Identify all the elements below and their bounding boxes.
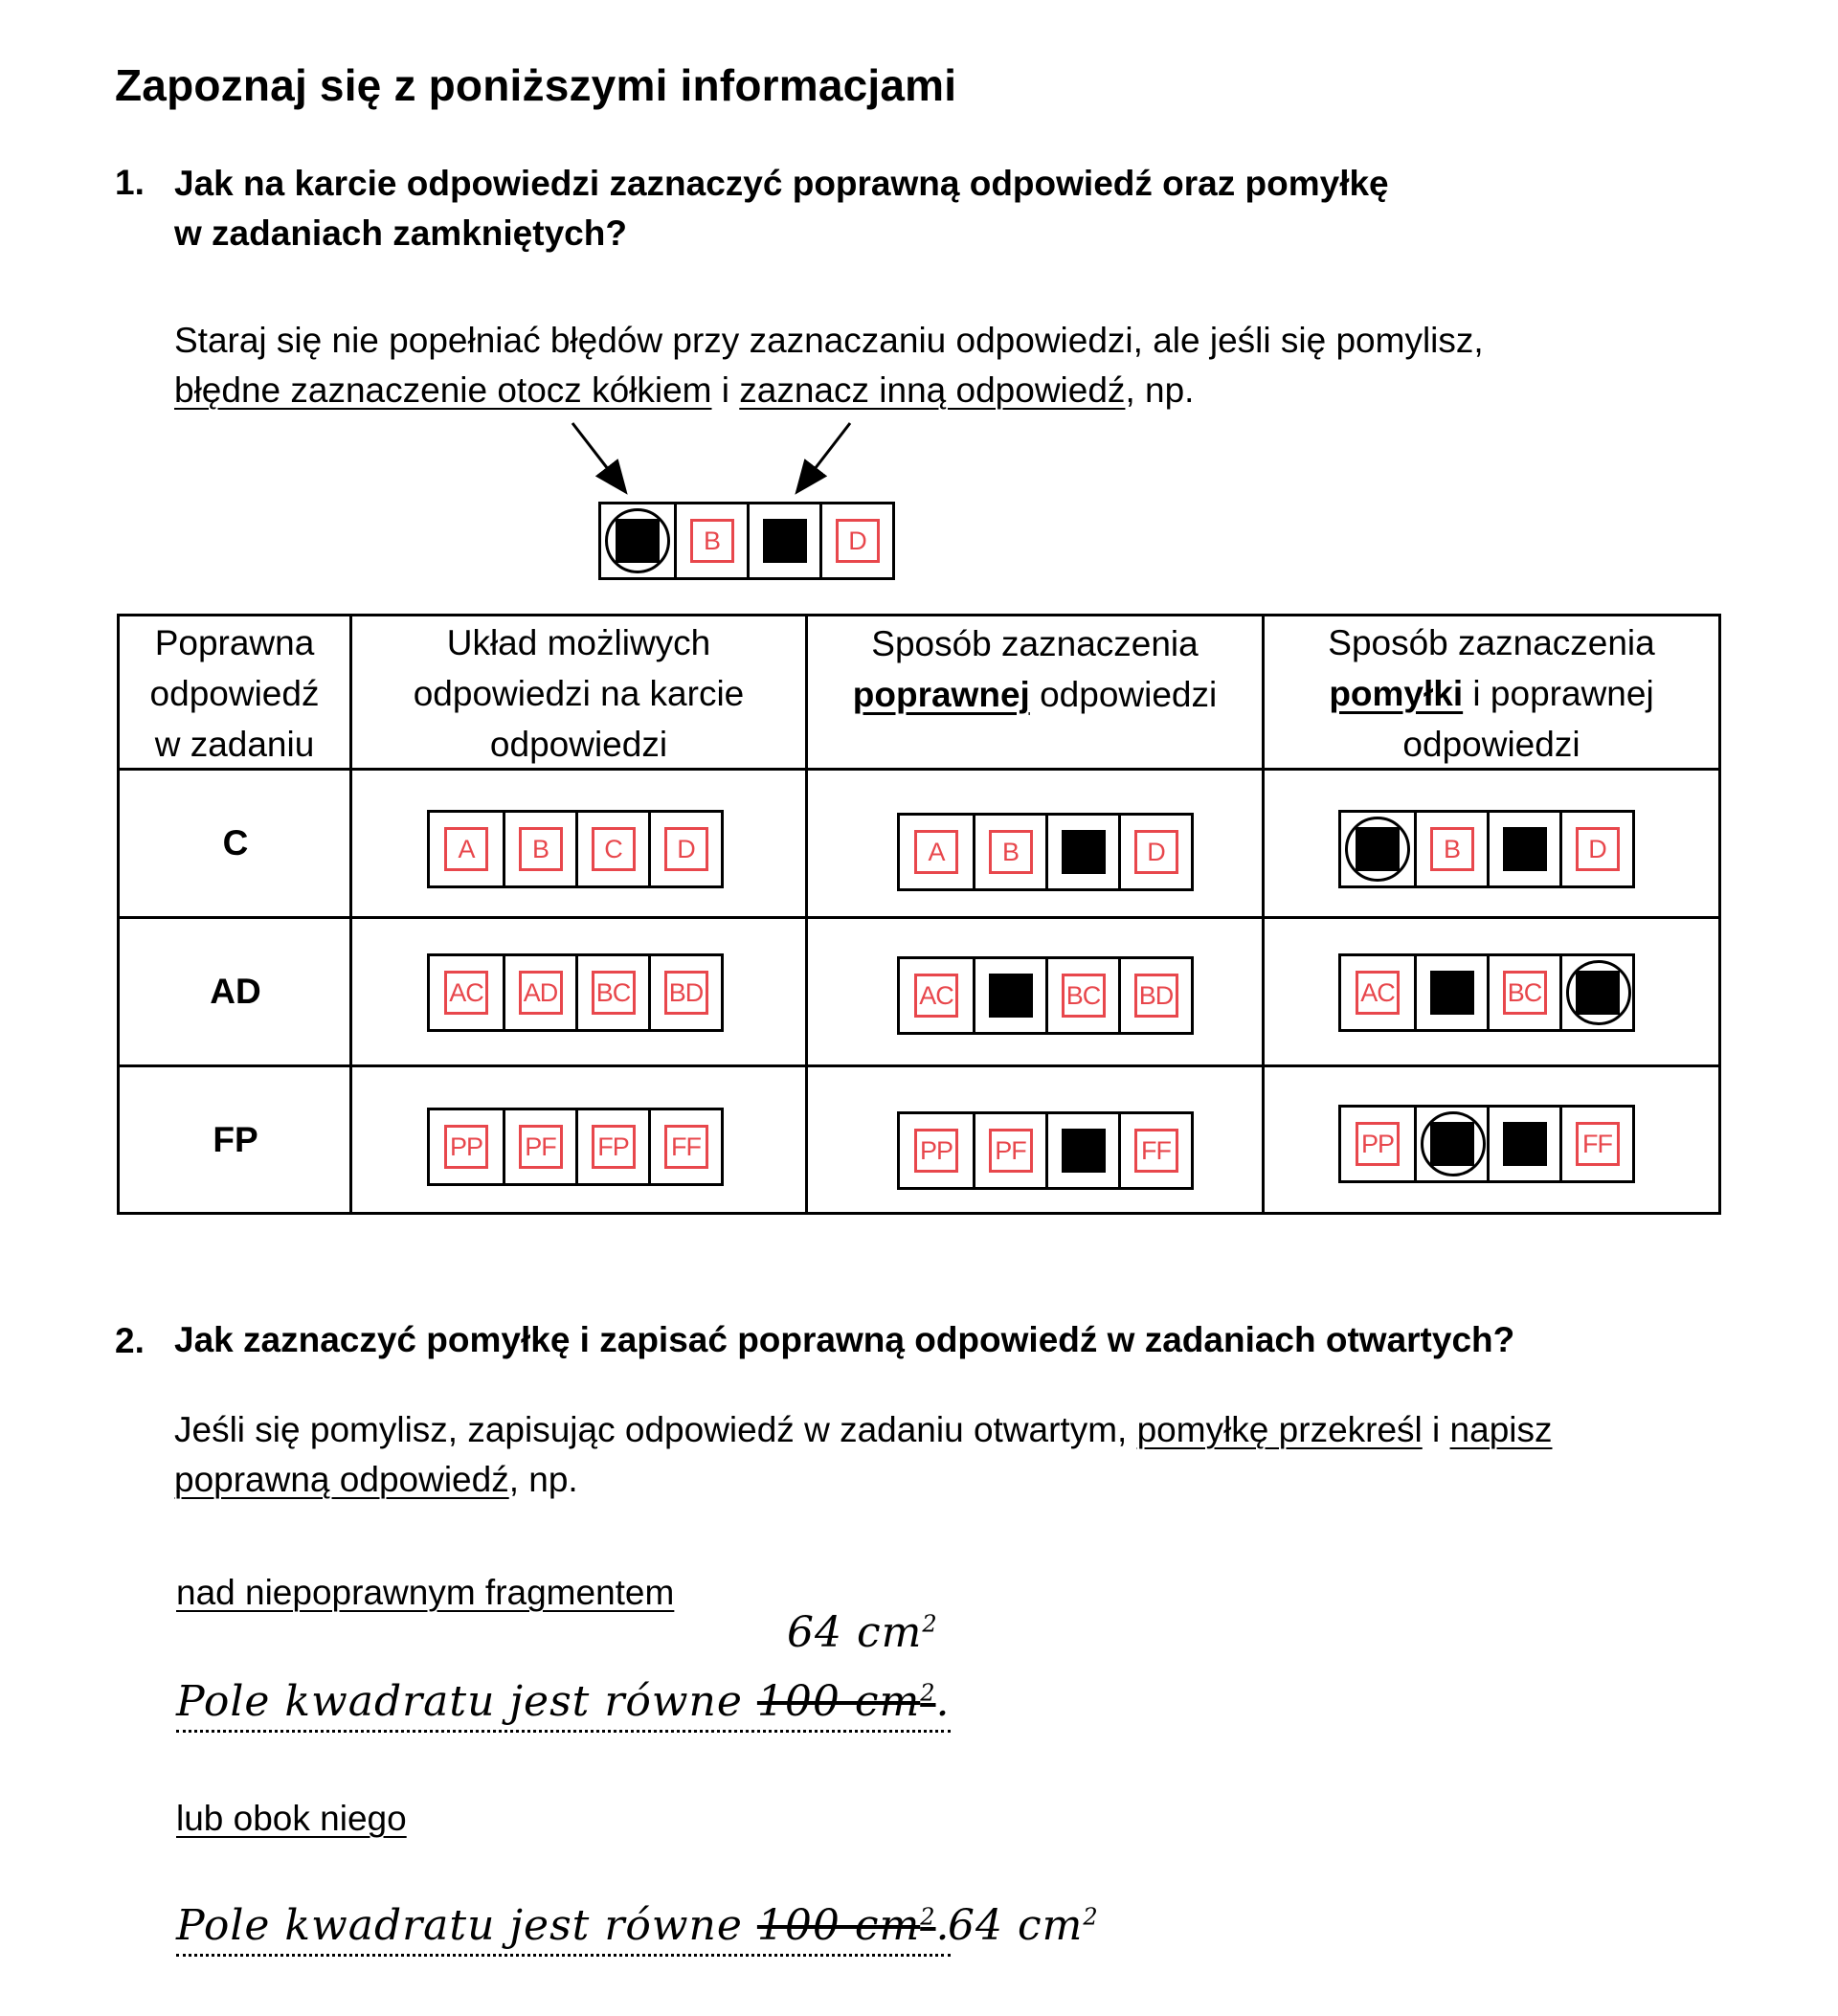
header-emphasis: poprawnej [852, 675, 1030, 714]
answer-cell [1414, 956, 1487, 1029]
answer-cell [430, 956, 503, 1029]
header-line: Sposób zaznaczenia [1328, 622, 1655, 662]
example-cell-b [674, 504, 747, 577]
answer-cell [1559, 1108, 1632, 1180]
header-line: odpowiedzi na karcie [413, 673, 745, 713]
option-box: BD [1134, 974, 1178, 1018]
answer-cell [648, 1110, 721, 1183]
example-label-above [176, 1568, 674, 1618]
page-title: Zapoznaj się z poniższymi informacjami [115, 60, 957, 110]
header-text: i poprawnej [1463, 673, 1654, 713]
row-label-c: C [222, 823, 249, 862]
struck-wrong-answer [757, 1677, 936, 1726]
option-box: B [989, 830, 1033, 874]
example-cell-c [747, 504, 819, 577]
example-answer-boxes [598, 502, 895, 580]
superscript: 2 [922, 1610, 938, 1638]
answer-cell [1559, 956, 1632, 1029]
header-correct-marking [808, 616, 1262, 770]
option-box: BC [1062, 974, 1106, 1018]
question-1-title-line2: w zadaniach zamkniętych? [174, 213, 627, 253]
question-1-paragraph-line1: Staraj się nie popełniać błędów przy zaznaczaniu odpowiedzi, ale jeśli się pomylisz, [174, 321, 1484, 360]
answer-cell [1341, 1108, 1414, 1180]
option-box: PP [914, 1129, 958, 1173]
period: . [935, 1677, 951, 1726]
answer-cell [648, 956, 721, 1029]
option-box: A [914, 830, 958, 874]
header-mistake-marking [1265, 616, 1718, 770]
option-box: D [836, 519, 880, 563]
question-2-paragraph-line2 [174, 1455, 1553, 1505]
answer-cell [575, 813, 648, 885]
option-box: AD [519, 971, 563, 1015]
filled-mark [1503, 827, 1547, 871]
filled-mark [989, 974, 1033, 1018]
answer-cell [503, 956, 575, 1029]
header-line: Poprawna [154, 622, 315, 662]
header-emphasis: pomyłki [1329, 673, 1464, 713]
header-correct-answer [120, 616, 349, 770]
answer-cell [1118, 959, 1191, 1032]
arrow-to-circled-mistake [572, 423, 624, 490]
option-box: D [1134, 830, 1178, 874]
mistake-circle [605, 508, 670, 573]
layout-boxes-fp [427, 1108, 724, 1186]
option-box: BC [1503, 971, 1547, 1015]
header-line: Sposób zaznaczenia [871, 624, 1199, 663]
filled-mark [763, 519, 807, 563]
mistake-boxes-ad [1338, 953, 1635, 1032]
option-box: FF [1576, 1122, 1620, 1166]
answer-cell [1045, 959, 1118, 1032]
mistake-circle [1566, 960, 1631, 1025]
sentence-text: Pole kwadratu jest równe [176, 1677, 757, 1726]
strike-mistake-instruction: pomyłkę przekreśl [1136, 1410, 1423, 1449]
answer-cell [648, 813, 721, 885]
answer-cell [575, 956, 648, 1029]
correction-text: 64 cm [948, 1901, 1084, 1950]
filled-mark [1062, 1129, 1106, 1173]
wrong-value: 100 cm [756, 1677, 921, 1726]
answer-cell [1414, 813, 1487, 885]
mistake-boxes-fp [1338, 1105, 1635, 1183]
question-1-title-line1: Jak na karcie odpowiedzi zaznaczyć poprawną odpowiedź oraz pomyłkę [174, 164, 1389, 203]
header-text: odpowiedzi [1029, 675, 1218, 714]
option-box: A [444, 827, 488, 871]
answer-cell [1487, 956, 1559, 1029]
option-box: B [690, 519, 734, 563]
correction-text: 64 cm [787, 1608, 923, 1657]
answer-cell [1118, 816, 1191, 888]
label-above-text: nad niepoprawnym fragmentem [176, 1573, 675, 1612]
struck-wrong-answer [757, 1901, 936, 1950]
option-box: FF [664, 1125, 708, 1169]
answer-cell [973, 1114, 1045, 1187]
connector-text: i [1422, 1410, 1450, 1449]
answer-cell [1045, 816, 1118, 888]
handwritten-sentence-2 [176, 1901, 951, 1957]
question-2-paragraph-line1 [174, 1405, 1553, 1455]
header-line: Układ możliwych [446, 622, 711, 662]
answer-cell [1341, 813, 1414, 885]
answer-cell [1341, 956, 1414, 1029]
header-line: odpowiedzi [1402, 724, 1580, 764]
answer-cell [973, 959, 1045, 1032]
option-box: FP [592, 1125, 636, 1169]
answer-cell [575, 1110, 648, 1183]
sentence-text: Pole kwadratu jest równe [176, 1901, 757, 1950]
header-answer-layout [352, 616, 805, 770]
option-box: FF [1134, 1129, 1178, 1173]
option-box: B [519, 827, 563, 871]
correct-boxes-c [897, 813, 1194, 891]
answer-cell [1118, 1114, 1191, 1187]
answer-cell [430, 813, 503, 885]
example-suffix: , np. [508, 1460, 578, 1499]
correct-boxes-fp [897, 1111, 1194, 1190]
question-2-number: 2. [115, 1321, 145, 1360]
filled-mark [1430, 971, 1474, 1015]
correction-above [787, 1608, 938, 1657]
circle-mistake-instruction: błędne zaznaczenie otocz kółkiem [174, 370, 712, 410]
filled-mark [1062, 830, 1106, 874]
option-box: AC [444, 971, 488, 1015]
answer-cell [900, 959, 973, 1032]
row-divider [120, 916, 1718, 919]
period: . [935, 1901, 951, 1950]
write-correct-instruction-cont: poprawną odpowiedź [174, 1460, 509, 1499]
example-arrows [0, 0, 1838, 594]
header-line: odpowiedzi [489, 724, 668, 764]
paragraph-text: Jeśli się pomylisz, zapisując odpowiedź w zadaniu otwartym, [174, 1410, 1137, 1449]
row-divider [120, 1064, 1718, 1067]
header-line: w zadaniu [154, 724, 315, 764]
answer-cell [1414, 1108, 1487, 1180]
option-box: AC [1356, 971, 1400, 1015]
write-correct-instruction: napisz [1449, 1410, 1553, 1449]
arrow-to-correct-mark [798, 423, 850, 490]
answer-cell [503, 813, 575, 885]
example-cell-d [819, 504, 892, 577]
option-box: PF [519, 1125, 563, 1169]
answer-cell [1487, 813, 1559, 885]
option-box: PP [1356, 1122, 1400, 1166]
answer-cell [900, 816, 973, 888]
superscript: 2 [920, 1903, 936, 1931]
wrong-value: 100 cm [756, 1901, 921, 1950]
option-box: BC [592, 971, 636, 1015]
mistake-circle [1345, 817, 1410, 882]
filled-mark [1503, 1122, 1547, 1166]
answer-cell [430, 1110, 503, 1183]
option-box: D [664, 827, 708, 871]
answer-cell [1559, 813, 1632, 885]
option-box: BD [664, 971, 708, 1015]
answer-cell [1487, 1108, 1559, 1180]
question-1-number: 1. [115, 163, 145, 202]
answer-cell [503, 1110, 575, 1183]
example-label-beside [176, 1794, 407, 1844]
option-box: B [1430, 827, 1474, 871]
example-suffix: , np. [1125, 370, 1195, 410]
row-label-fp: FP [213, 1120, 258, 1159]
header-line [1328, 668, 1654, 719]
mistake-boxes-c [1338, 810, 1635, 888]
question-2-paragraph [174, 1405, 1553, 1505]
layout-boxes-c [427, 810, 724, 888]
option-box: AC [914, 974, 958, 1018]
header-line: odpowiedź [149, 673, 320, 713]
answer-marking-table [117, 614, 1721, 1215]
superscript: 2 [920, 1679, 936, 1707]
correct-boxes-ad [897, 956, 1194, 1035]
option-box: D [1576, 827, 1620, 871]
answer-cell [900, 1114, 973, 1187]
example-cell-a [601, 504, 674, 577]
connector-text: i [711, 370, 740, 410]
answer-cell [1045, 1114, 1118, 1187]
handwritten-sentence-1 [176, 1677, 951, 1733]
layout-boxes-ad [427, 953, 724, 1032]
mistake-circle [1421, 1111, 1486, 1176]
answer-cell [973, 816, 1045, 888]
option-box: PP [444, 1125, 488, 1169]
option-box: C [592, 827, 636, 871]
superscript: 2 [1083, 1903, 1099, 1931]
question-2-title: Jak zaznaczyć pomyłkę i zapisać poprawną odpowiedź w zadaniach otwartych? [174, 1320, 1515, 1359]
label-beside-text: lub obok niego [176, 1799, 407, 1838]
mark-other-instruction: zaznacz inną odpowiedź [739, 370, 1126, 410]
header-line [853, 669, 1217, 720]
correction-beside [948, 1901, 1099, 1950]
option-box: PF [989, 1129, 1033, 1173]
row-label-ad: AD [210, 972, 261, 1011]
